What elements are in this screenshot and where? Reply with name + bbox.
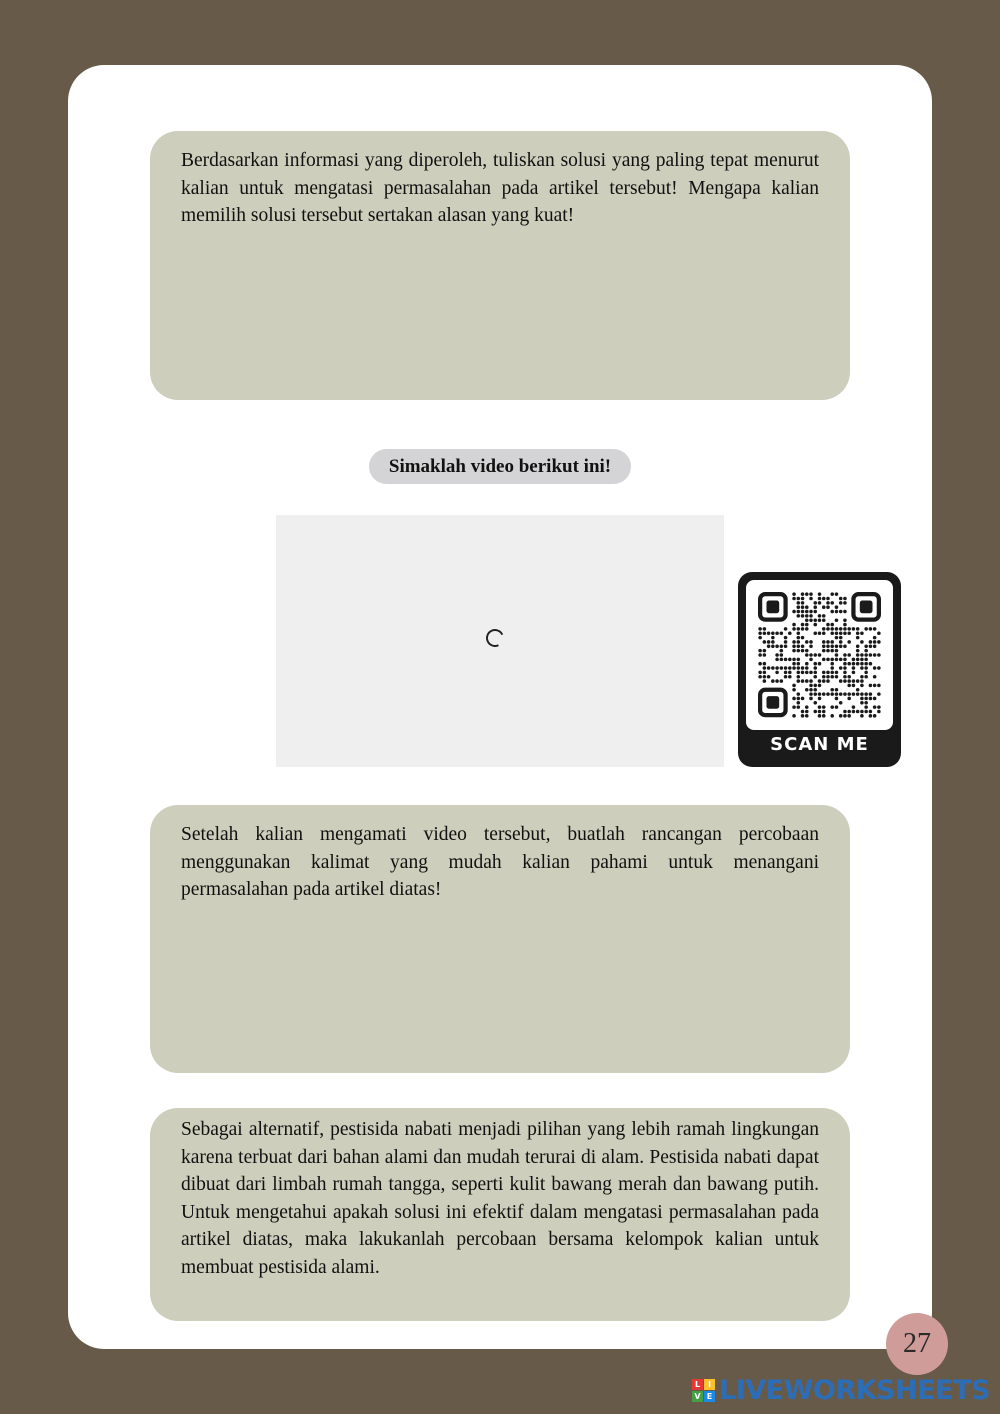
liveworksheets-logo[interactable]	[692, 1374, 990, 1406]
liveworksheets-wordmark: LIVEWORKSHEETS	[719, 1374, 990, 1406]
question-box-experiment-design[interactable]	[150, 805, 850, 1073]
info-box-pesticide	[150, 1108, 850, 1321]
info-text-pesticide: Sebagai alternatif, pestisida nabati menjadi pilihan yang lebih ramah lingkungan karena terbuat dari bahan alami dan mudah terurai di alam. Pestisida nabati dapat dibuat dari limbah rumah tangga, seperti kulit bawang merah dan bawang putih. Untuk mengetahui apakah solusi ini efektif dalam mengatasi permasalahan pada artikel diatas, maka lakukanlah percobaan bersama kelompok kalian untuk membuat pestisida alami.	[181, 1119, 819, 1278]
video-prompt-label: Simaklah video berikut ini!	[369, 449, 631, 484]
question-text-solution: Berdasarkan informasi yang diperoleh, tuliskan solusi yang paling tepat menurut kalian untuk mengatasi permasalahan pada artikel tersebut! Mengapa kalian memilih solusi tersebut sertakan alasan yang kuat!	[181, 150, 819, 226]
page-number-badge: 27	[886, 1313, 948, 1375]
qr-code-icon	[758, 592, 881, 718]
qr-scan-label: SCAN ME	[770, 734, 869, 755]
question-text-experiment-design: Setelah kalian mengamati video tersebut, buatlah rancangan percobaan menggunakan kalimat yang mudah kalian pahami untuk menangani permasalahan pada artikel diatas!	[181, 824, 819, 900]
liveworksheets-logo-icon: L I V E	[692, 1379, 715, 1402]
question-box-solution[interactable]	[150, 131, 850, 400]
qr-code-card	[738, 572, 901, 767]
